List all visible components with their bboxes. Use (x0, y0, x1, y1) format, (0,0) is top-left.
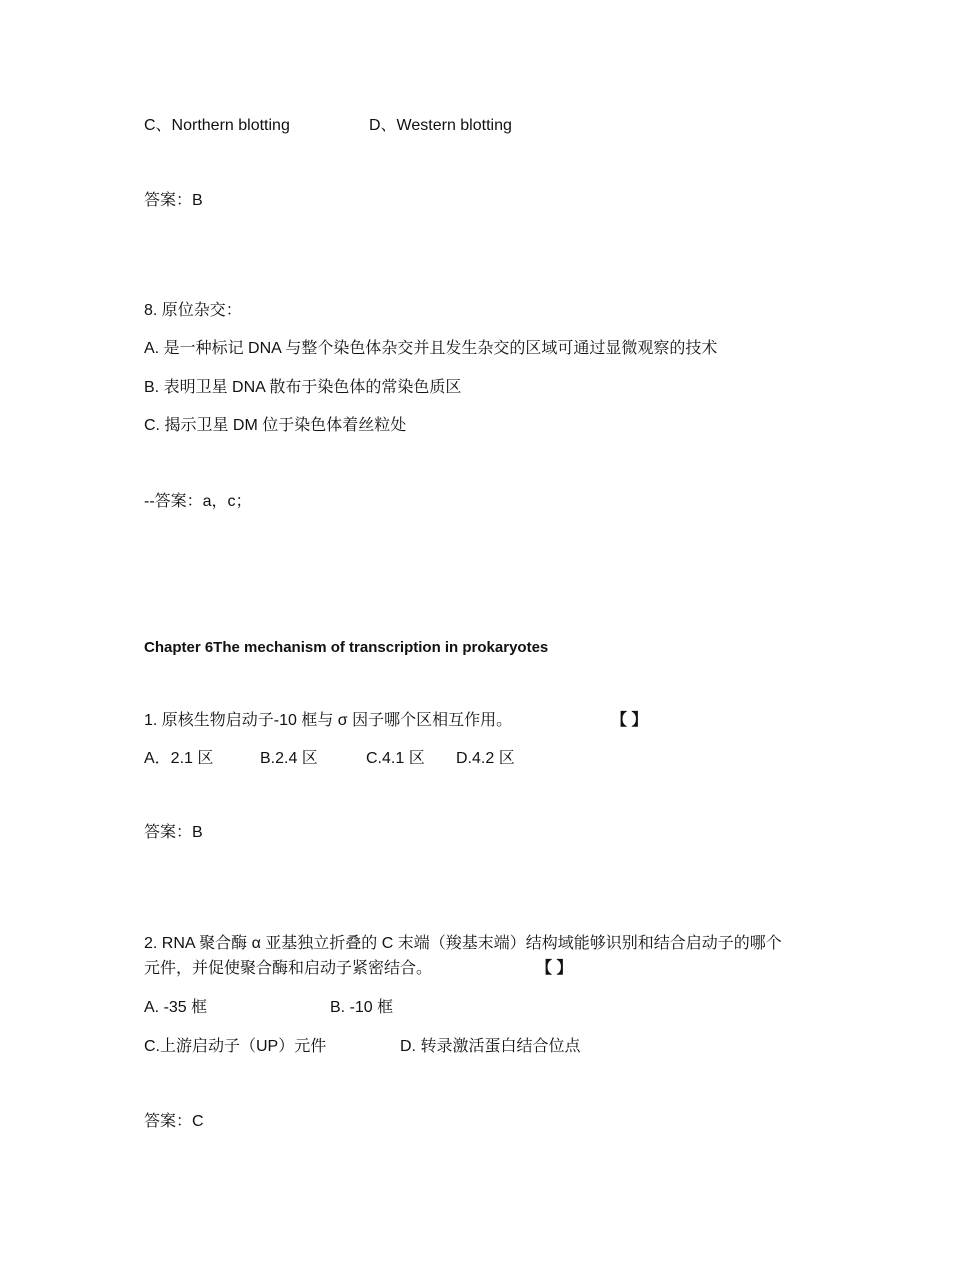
q2-answer-bracket: 【 】 (536, 960, 573, 977)
q8-answer: --答案：a，c； (144, 493, 252, 510)
q2-answer: 答案：C (144, 1113, 204, 1130)
q1-stem: 1. 原核生物启动子-10 框与 σ 因子哪个区相互作用。 (144, 712, 513, 729)
prev-option-c: C、Northern blotting (144, 117, 290, 134)
q8-option-c: C. 揭示卫星 DM 位于染色体着丝粒处 (144, 417, 407, 434)
prev-option-d: D、Western blotting (369, 117, 512, 134)
prev-question-options (144, 115, 290, 137)
chapter-title: Chapter 6The mechanism of transcription in prokaryotes (144, 639, 549, 656)
q1-answer: 答案：B (144, 824, 203, 841)
q2-option-a: A. -35 框 (144, 999, 208, 1016)
q2-stem-line1: 2. RNA 聚合酶 α 亚基独立折叠的 C 末端（羧基末端）结构域能够识别和结合启动子的哪个 (144, 935, 782, 952)
q1-option-c: C.4.1 区 (366, 750, 425, 767)
q1-option-a: A．2.1 区 (144, 750, 214, 767)
q1-option-d: D.4.2 区 (456, 750, 515, 767)
q2-option-d: D. 转录激活蛋白结合位点 (400, 1038, 581, 1055)
q1-answer-bracket: 【 】 (611, 712, 648, 729)
q1-option-b: B.2.4 区 (260, 750, 318, 767)
q8-option-b: B. 表明卫星 DNA 散布于染色体的常染色质区 (144, 379, 462, 396)
q2-option-c: C.上游启动子（UP）元件 (144, 1038, 327, 1055)
q8-option-a: A. 是一种标记 DNA 与整个染色体杂交并且发生杂交的区域可通过显微观察的技术 (144, 340, 718, 357)
prev-answer: 答案：B (144, 192, 203, 209)
q2-option-b: B. -10 框 (330, 999, 394, 1016)
q8-stem: 8. 原位杂交： (144, 302, 242, 319)
q2-stem-line2: 元件，并促使聚合酶和启动子紧密结合。 (144, 960, 433, 977)
